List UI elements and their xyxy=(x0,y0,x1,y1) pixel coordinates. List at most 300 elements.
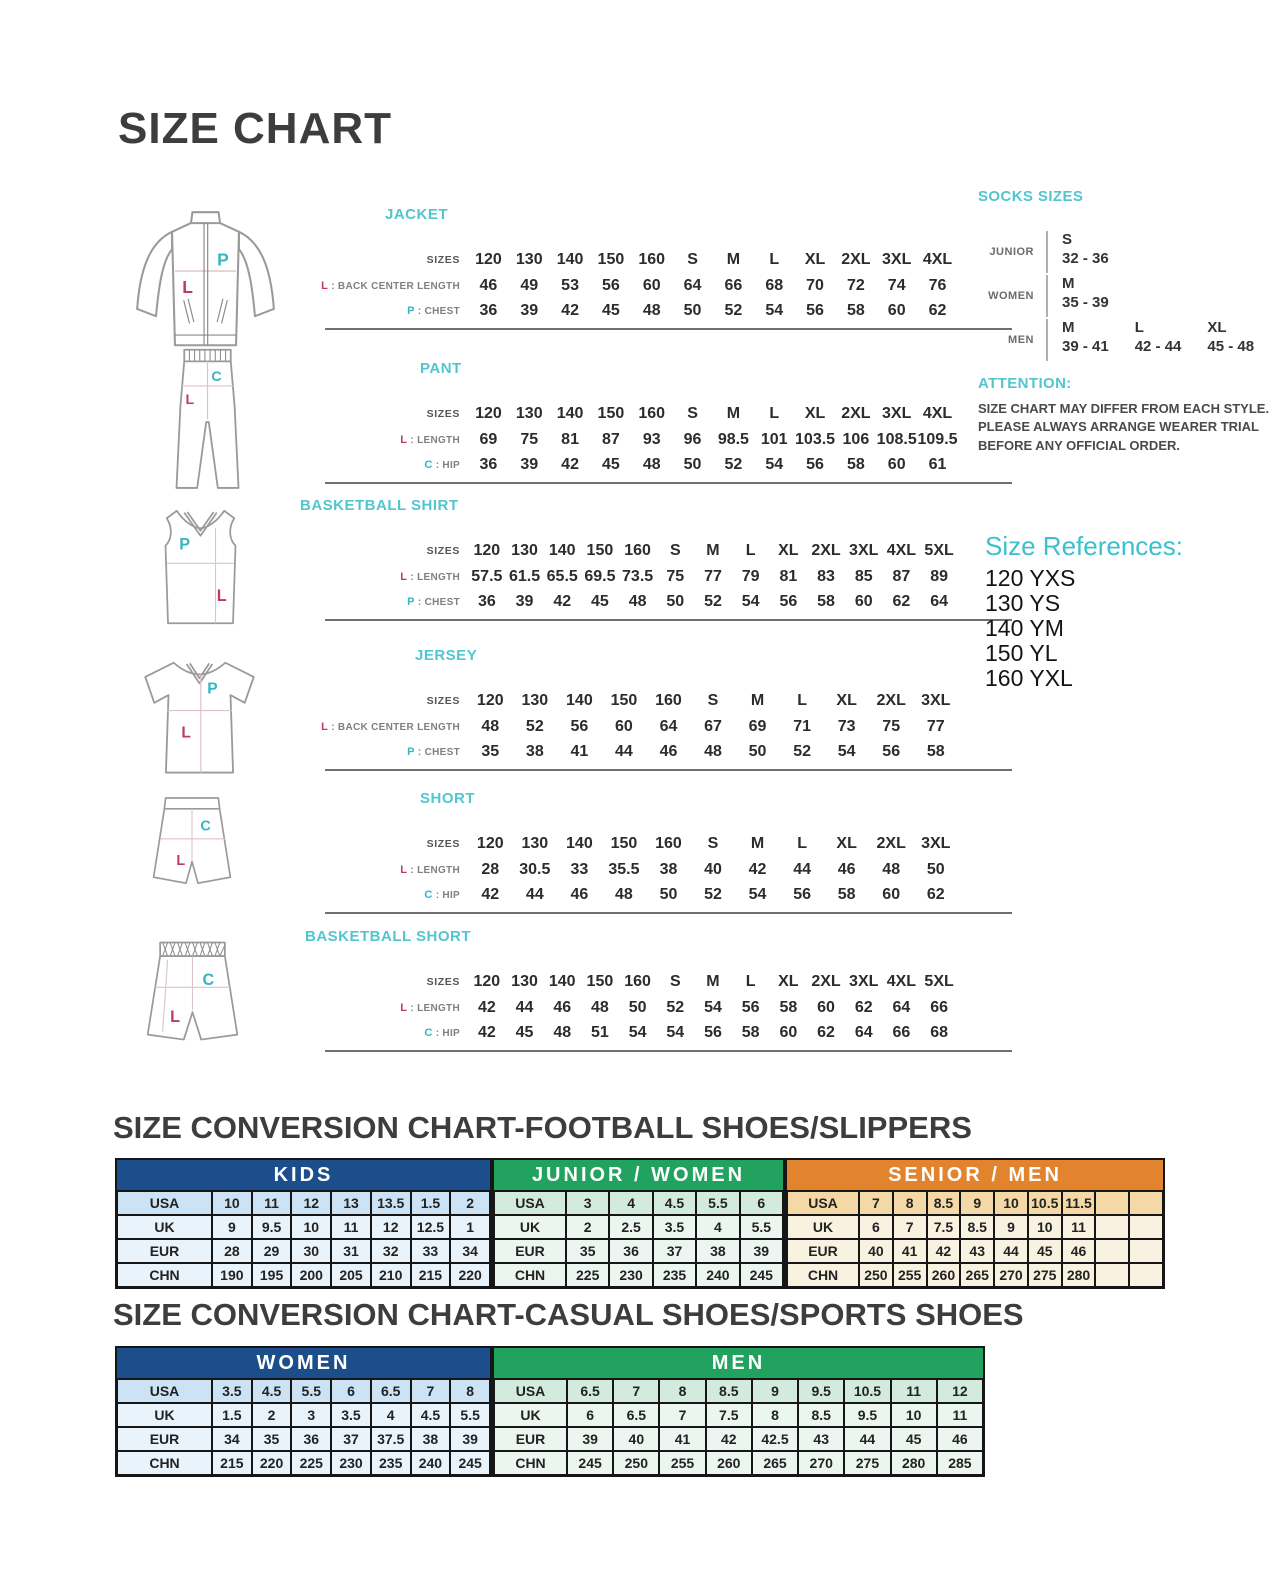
measurement-key: C xyxy=(424,458,433,471)
size-column-header: 130 xyxy=(515,404,543,422)
measurement-value: 39 xyxy=(520,301,539,319)
region-label: USA xyxy=(117,1379,212,1403)
sizes-label: SIZES xyxy=(426,407,460,420)
measurement-value: 52 xyxy=(525,717,544,735)
conversion-cell: 280 xyxy=(1062,1263,1096,1287)
measurement-row xyxy=(300,564,1012,589)
conversion-cell: 3.5 xyxy=(212,1379,252,1403)
size-column-header: 160 xyxy=(655,691,682,709)
measurement-value: 58 xyxy=(837,885,856,903)
size-column-header: XL xyxy=(804,250,826,268)
conversion-cell: 265 xyxy=(752,1451,798,1475)
measurement-key: P xyxy=(407,745,415,758)
conversion-cell: 40 xyxy=(859,1239,893,1263)
measurement-value: 42 xyxy=(477,998,496,1016)
measurement-value: 45 xyxy=(591,592,609,610)
size-column-header: S xyxy=(707,691,719,709)
sizes-header-row xyxy=(300,687,1012,714)
sizes-header-row xyxy=(300,537,1012,564)
measurement-value: 81 xyxy=(779,567,798,585)
size-column-header: 5XL xyxy=(924,541,954,559)
conversion-cell: 7.5 xyxy=(706,1403,752,1427)
length-letter: L xyxy=(176,853,186,870)
measurement-value: 46 xyxy=(479,276,498,294)
measurement-value: 85 xyxy=(854,567,873,585)
group-header: WOMEN xyxy=(117,1348,490,1379)
size-column-header: 120 xyxy=(475,250,502,268)
conversion-cell: 8.5 xyxy=(960,1215,994,1239)
conversion-chart-title: SIZE CONVERSION CHART-FOOTBALL SHOES/SLIPPERS xyxy=(113,1110,972,1145)
region-label: USA xyxy=(494,1191,566,1215)
measurement-value: 54 xyxy=(765,455,784,473)
conversion-cell: 240 xyxy=(696,1263,739,1287)
conversion-cell: 8.5 xyxy=(706,1379,752,1403)
measurement-value: 58 xyxy=(846,455,865,473)
measurement-label: L : LENGTH xyxy=(400,863,460,876)
conversion-cell: 5.5 xyxy=(696,1191,739,1215)
sock-shoe-range: 39 - 41 xyxy=(1062,337,1109,355)
measurement-value: 42 xyxy=(481,885,500,903)
conversion-cell: 5.5 xyxy=(291,1379,331,1403)
conversion-cell: 6 xyxy=(859,1215,893,1239)
measurement-label: C : HIP xyxy=(424,888,460,901)
conversion-cell: 195 xyxy=(252,1263,292,1287)
measurement-value: 45 xyxy=(602,455,620,473)
length-letter: L xyxy=(181,724,191,742)
measurement-value: 64 xyxy=(892,998,911,1016)
conversion-cell: 255 xyxy=(659,1451,705,1475)
measurement-value: 60 xyxy=(779,1023,798,1041)
conversion-cell: 210 xyxy=(371,1263,411,1287)
measurement-value: 108.5 xyxy=(876,430,917,448)
conversion-cell: 4 xyxy=(696,1215,739,1239)
measurement-value: 62 xyxy=(926,885,945,903)
measurement-value: 77 xyxy=(926,717,945,735)
size-column-header: 3XL xyxy=(882,404,912,422)
conversion-cell: 30 xyxy=(291,1239,331,1263)
size-column-header: 4XL xyxy=(886,972,917,990)
measurement-key: L xyxy=(400,433,408,446)
sizes-header-row xyxy=(300,400,1012,427)
region-label: CHN xyxy=(494,1263,566,1287)
conversion-cell: 42.5 xyxy=(752,1427,798,1451)
measurement-value: 73 xyxy=(837,717,856,735)
group-header: SENIOR / MEN xyxy=(787,1160,1163,1191)
size-column-header: 140 xyxy=(548,972,576,990)
size-column-header: 120 xyxy=(475,404,502,422)
conversion-cell: 46 xyxy=(1062,1239,1096,1263)
measurement-value: 64 xyxy=(854,1023,873,1041)
size-reference-item: 130 YS xyxy=(985,590,1061,616)
sock-size-entry xyxy=(1062,275,1109,317)
conversion-cell: 34 xyxy=(450,1239,490,1263)
measurement-value: 101 xyxy=(760,430,788,448)
measurement-value: 58 xyxy=(817,592,835,610)
measurement-value: 50 xyxy=(659,885,678,903)
length-letter: L xyxy=(185,392,195,408)
measurement-value: 50 xyxy=(926,860,945,878)
measurement-value: 71 xyxy=(793,717,811,735)
measurement-value: 42 xyxy=(477,1023,496,1041)
conversion-cell: 8 xyxy=(659,1379,705,1403)
conversion-cell: 43 xyxy=(960,1239,994,1263)
size-column-header: 3XL xyxy=(849,972,879,990)
sizes-label: SIZES xyxy=(426,837,460,850)
measurement-row xyxy=(300,995,1012,1020)
conversion-cell: 6.5 xyxy=(613,1403,659,1427)
size-column-header: 4XL xyxy=(922,250,953,268)
measurement-value: 42 xyxy=(553,592,572,610)
measurement-value: 89 xyxy=(930,567,948,585)
conversion-cell: 245 xyxy=(740,1263,783,1287)
conversion-cell: 12 xyxy=(291,1191,331,1215)
conversion-cell: 4.5 xyxy=(653,1191,696,1215)
size-column-header: 130 xyxy=(511,972,538,990)
measurement-value: 69.5 xyxy=(584,567,616,585)
conversion-cell: 37 xyxy=(653,1239,696,1263)
measurement-value: 76 xyxy=(928,276,947,294)
measurement-value: 60 xyxy=(642,276,661,294)
conversion-cell: 270 xyxy=(994,1263,1028,1287)
sock-shoe-range: 45 - 48 xyxy=(1207,337,1255,355)
basketball-short-icon xyxy=(130,935,255,1057)
size-column-header: L xyxy=(769,250,780,268)
size-column-header: 3XL xyxy=(849,541,879,559)
region-label: UK xyxy=(494,1403,567,1427)
measurement-label: L : LENGTH xyxy=(400,433,460,446)
measurement-row xyxy=(300,714,1012,739)
conversion-group-senior-men xyxy=(785,1158,1165,1289)
conversion-cell xyxy=(1129,1263,1163,1287)
measurement-value: 87 xyxy=(602,430,620,448)
conversion-cell: 28 xyxy=(212,1239,252,1263)
size-column-header: 150 xyxy=(597,250,625,268)
sock-size-entry xyxy=(1135,319,1182,361)
conversion-cell: 11 xyxy=(252,1191,292,1215)
conversion-cell: 36 xyxy=(609,1239,652,1263)
region-label: EUR xyxy=(117,1427,212,1451)
sock-size: M xyxy=(1062,319,1075,336)
measurement-value: 62 xyxy=(817,1023,835,1041)
measurement-key: P xyxy=(407,304,415,317)
size-column-header: 2XL xyxy=(811,541,841,559)
measurement-value: 98.5 xyxy=(717,430,749,448)
region-label: CHN xyxy=(787,1263,859,1287)
conversion-cell: 9 xyxy=(752,1379,798,1403)
region-label: USA xyxy=(117,1191,212,1215)
size-column-header: XL xyxy=(836,691,857,709)
size-column-header: 160 xyxy=(655,834,682,852)
conversion-cell: 220 xyxy=(252,1451,292,1475)
measurement-value: 46 xyxy=(570,885,589,903)
conversion-cell: 215 xyxy=(411,1263,451,1287)
conversion-cell: 4 xyxy=(609,1191,652,1215)
size-table-pant xyxy=(300,360,1012,484)
conversion-cell: 10 xyxy=(1028,1215,1062,1239)
measurement-value: 57.5 xyxy=(471,567,503,585)
conversion-cell: 37 xyxy=(331,1427,371,1451)
measurement-label: P : CHEST xyxy=(407,304,460,317)
measurement-value: 60 xyxy=(887,455,906,473)
size-column-header: 140 xyxy=(556,404,584,422)
measurement-value: 103.5 xyxy=(795,430,836,448)
conversion-cell: 33 xyxy=(411,1239,451,1263)
conversion-cell: 41 xyxy=(659,1427,705,1451)
conversion-cell: 9.5 xyxy=(798,1379,844,1403)
conversion-cell: 2 xyxy=(566,1215,609,1239)
garment-table-title: BASKETBALL SHIRT xyxy=(300,497,459,514)
conversion-cell: 10.5 xyxy=(844,1379,890,1403)
chest-letter: P xyxy=(207,680,218,698)
region-label: CHN xyxy=(117,1451,212,1475)
measurement-value: 58 xyxy=(926,742,945,760)
conversion-cell: 35 xyxy=(252,1427,292,1451)
conversion-cell: 240 xyxy=(411,1451,451,1475)
measurement-row xyxy=(300,452,1012,477)
conversion-cell: 39 xyxy=(740,1239,783,1263)
measurement-value: 56 xyxy=(704,1023,722,1041)
region-label: USA xyxy=(787,1191,859,1215)
size-reference-list xyxy=(985,566,1265,691)
size-column-header: 150 xyxy=(610,691,638,709)
conversion-cell: 215 xyxy=(212,1451,252,1475)
size-column-header: 140 xyxy=(566,691,593,709)
attention-title: ATTENTION: xyxy=(978,375,1072,392)
conversion-group-women xyxy=(115,1346,492,1477)
length-letter: L xyxy=(216,586,227,605)
region-label: USA xyxy=(494,1379,567,1403)
measurement-value: 74 xyxy=(887,276,906,294)
conversion-cell: 230 xyxy=(609,1263,652,1287)
measurement-label: L : LENGTH xyxy=(400,1001,460,1014)
region-label: UK xyxy=(117,1215,212,1239)
size-column-header: 3XL xyxy=(882,250,912,268)
group-header: MEN xyxy=(494,1348,983,1379)
size-reference-item: 120 YXS xyxy=(985,565,1076,591)
socks-row xyxy=(978,319,1278,361)
chest-letter: P xyxy=(179,535,191,554)
measurement-value: 56 xyxy=(793,885,811,903)
garment-table-title: PANT xyxy=(420,360,462,377)
measurement-value: 75 xyxy=(882,717,901,735)
conversion-cell: 3.5 xyxy=(653,1215,696,1239)
conversion-cell: 9 xyxy=(960,1191,994,1215)
conversion-cell: 12 xyxy=(371,1215,411,1239)
conversion-group-men xyxy=(492,1346,985,1477)
size-column-header: 130 xyxy=(521,691,549,709)
group-header: JUNIOR / WOMEN xyxy=(494,1160,783,1191)
socks-row xyxy=(978,231,1278,273)
socks-group-label: JUNIOR xyxy=(989,246,1034,258)
measurement-value: 35.5 xyxy=(608,860,640,878)
measurement-value: 48 xyxy=(481,717,500,735)
conversion-cell: 1.5 xyxy=(212,1403,252,1427)
conversion-cell: 260 xyxy=(706,1451,752,1475)
measurement-value: 66 xyxy=(892,1023,911,1041)
conversion-cell: 10 xyxy=(994,1191,1028,1215)
size-reference-item: 160 YXL xyxy=(985,665,1073,691)
conversion-cell: 275 xyxy=(844,1451,890,1475)
conversion-cell: 270 xyxy=(798,1451,844,1475)
measurement-value: 50 xyxy=(748,742,767,760)
conversion-cell: 36 xyxy=(291,1427,331,1451)
sock-shoe-range: 42 - 44 xyxy=(1134,337,1182,355)
hip-letter: C xyxy=(200,818,211,835)
measurement-value: 60 xyxy=(882,885,901,903)
table-underline xyxy=(325,769,1012,771)
size-column-header: 2XL xyxy=(841,250,871,268)
conversion-group-kids xyxy=(115,1158,492,1289)
measurement-key: L xyxy=(400,1001,408,1014)
conversion-cell: 200 xyxy=(291,1263,331,1287)
conversion-cell: 10 xyxy=(891,1403,937,1427)
size-table-jacket xyxy=(300,206,1012,330)
measurement-value: 50 xyxy=(666,592,685,610)
size-column-header: 150 xyxy=(586,972,614,990)
socks-title: SOCKS SIZES xyxy=(978,188,1084,205)
measurement-label: L : BACK CENTER LENGTH xyxy=(321,720,460,733)
conversion-cell: 39 xyxy=(450,1427,490,1451)
short-icon xyxy=(132,790,252,902)
measurement-value: 48 xyxy=(591,998,609,1016)
conversion-cell xyxy=(1095,1239,1129,1263)
conversion-cell: 8.5 xyxy=(927,1191,961,1215)
measurement-key: C xyxy=(424,888,433,901)
measurement-row xyxy=(300,857,1012,882)
conversion-cell: 280 xyxy=(891,1451,937,1475)
attention-text: SIZE CHART MAY DIFFER FROM EACH STYLE. PLEASE ALWAYS ARRANGE WEARER TRIAL BEFORE ANY OFFICIAL ORDER. xyxy=(978,401,1270,453)
measurement-label: L : BACK CENTER LENGTH xyxy=(321,279,460,292)
measurement-key: L xyxy=(321,720,329,733)
measurement-value: 75 xyxy=(666,567,685,585)
conversion-cell: 7 xyxy=(411,1379,451,1403)
conversion-grid xyxy=(117,1379,490,1475)
conversion-cell: 11 xyxy=(1062,1215,1096,1239)
measurement-value: 64 xyxy=(659,717,678,735)
measurement-value: 48 xyxy=(628,592,647,610)
conversion-cell: 29 xyxy=(252,1239,292,1263)
measurement-value: 45 xyxy=(515,1023,534,1041)
measurement-value: 72 xyxy=(846,276,865,294)
conversion-grid xyxy=(117,1191,490,1287)
conversion-chart-title: SIZE CONVERSION CHART-CASUAL SHOES/SPORTS SHOES xyxy=(113,1297,1024,1332)
measurement-value: 38 xyxy=(659,860,678,878)
conversion-cell: 2 xyxy=(252,1403,292,1427)
measurement-value: 54 xyxy=(741,592,760,610)
measurement-value: 39 xyxy=(515,592,534,610)
measurement-value: 56 xyxy=(806,301,824,319)
measurement-value: 44 xyxy=(525,885,544,903)
size-column-header: M xyxy=(750,691,765,709)
measurement-value: 52 xyxy=(724,301,743,319)
garment-table-title: SHORT xyxy=(420,790,475,807)
measurement-value: 50 xyxy=(683,301,702,319)
measurement-value: 36 xyxy=(479,301,498,319)
measurement-value: 30.5 xyxy=(519,860,551,878)
conversion-cell: 39 xyxy=(567,1427,613,1451)
table-underline xyxy=(325,1050,1012,1052)
measurement-value: 77 xyxy=(704,567,722,585)
measurement-value: 60 xyxy=(817,998,835,1016)
conversion-cell: 6 xyxy=(331,1379,371,1403)
conversion-cell: 7 xyxy=(859,1191,893,1215)
size-column-header: 130 xyxy=(511,541,538,559)
measurement-value: 56 xyxy=(602,276,620,294)
conversion-cell: 6.5 xyxy=(371,1379,411,1403)
conversion-cell: 42 xyxy=(706,1427,752,1451)
conversion-cell: 10 xyxy=(291,1215,331,1239)
measurement-row xyxy=(300,273,1012,298)
measurement-value: 48 xyxy=(642,455,661,473)
hip-letter: C xyxy=(211,368,222,385)
measurement-value: 52 xyxy=(793,742,811,760)
conversion-cell: 7 xyxy=(893,1215,927,1239)
measurement-value: 56 xyxy=(882,742,901,760)
size-column-header: S xyxy=(687,404,698,422)
conversion-cell: 41 xyxy=(893,1239,927,1263)
measurement-value: 62 xyxy=(854,998,873,1016)
conversion-cell: 250 xyxy=(613,1451,659,1475)
size-column-header: 2XL xyxy=(841,404,871,422)
conversion-cell: 8 xyxy=(450,1379,490,1403)
measurement-key: L xyxy=(321,279,329,292)
measurement-value: 60 xyxy=(854,592,873,610)
conversion-cell: 225 xyxy=(566,1263,609,1287)
conversion-cell: 45 xyxy=(1028,1239,1062,1263)
conversion-cell: 34 xyxy=(212,1427,252,1451)
size-column-header: 3XL xyxy=(921,691,951,709)
measurement-value: 58 xyxy=(846,301,865,319)
conversion-cell: 285 xyxy=(937,1451,983,1475)
measurement-label: C : HIP xyxy=(424,458,460,471)
size-column-header: 4XL xyxy=(886,541,917,559)
measurement-value: 54 xyxy=(704,998,722,1016)
chest-letter: P xyxy=(217,249,229,270)
size-reference-item: 150 YL xyxy=(985,640,1058,666)
measurement-value: 66 xyxy=(724,276,743,294)
size-column-header: 120 xyxy=(476,691,504,709)
measurement-value: 52 xyxy=(724,455,743,473)
size-column-header: 2XL xyxy=(876,834,906,852)
conversion-cell: 5.5 xyxy=(450,1403,490,1427)
conversion-cell xyxy=(1129,1215,1163,1239)
size-column-header: L xyxy=(797,691,807,709)
measurement-value: 48 xyxy=(642,301,661,319)
sock-size-entry xyxy=(1062,319,1109,361)
conversion-cell xyxy=(1129,1191,1163,1215)
size-column-header: XL xyxy=(804,404,826,422)
conversion-cell: 235 xyxy=(371,1451,411,1475)
conversion-cell: 11 xyxy=(891,1379,937,1403)
measurement-value: 33 xyxy=(570,860,589,878)
measurement-value: 38 xyxy=(525,742,544,760)
measurement-value: 41 xyxy=(570,742,589,760)
measurement-value: 109.5 xyxy=(917,430,958,448)
conversion-cell: 9.5 xyxy=(844,1403,890,1427)
conversion-cell: 12.5 xyxy=(411,1215,451,1239)
conversion-cell: 13.5 xyxy=(371,1191,411,1215)
socks-entries xyxy=(1046,275,1109,317)
size-column-header: XL xyxy=(778,972,799,990)
sock-size-entry xyxy=(1062,231,1109,273)
socks-rows xyxy=(978,231,1278,361)
conversion-cell: 9 xyxy=(212,1215,252,1239)
size-table-basketball-shirt xyxy=(300,497,1012,621)
measurement-value: 54 xyxy=(748,885,767,903)
measurement-row xyxy=(300,589,1012,614)
measurement-value: 106 xyxy=(842,430,870,448)
size-table-short xyxy=(300,790,1012,914)
